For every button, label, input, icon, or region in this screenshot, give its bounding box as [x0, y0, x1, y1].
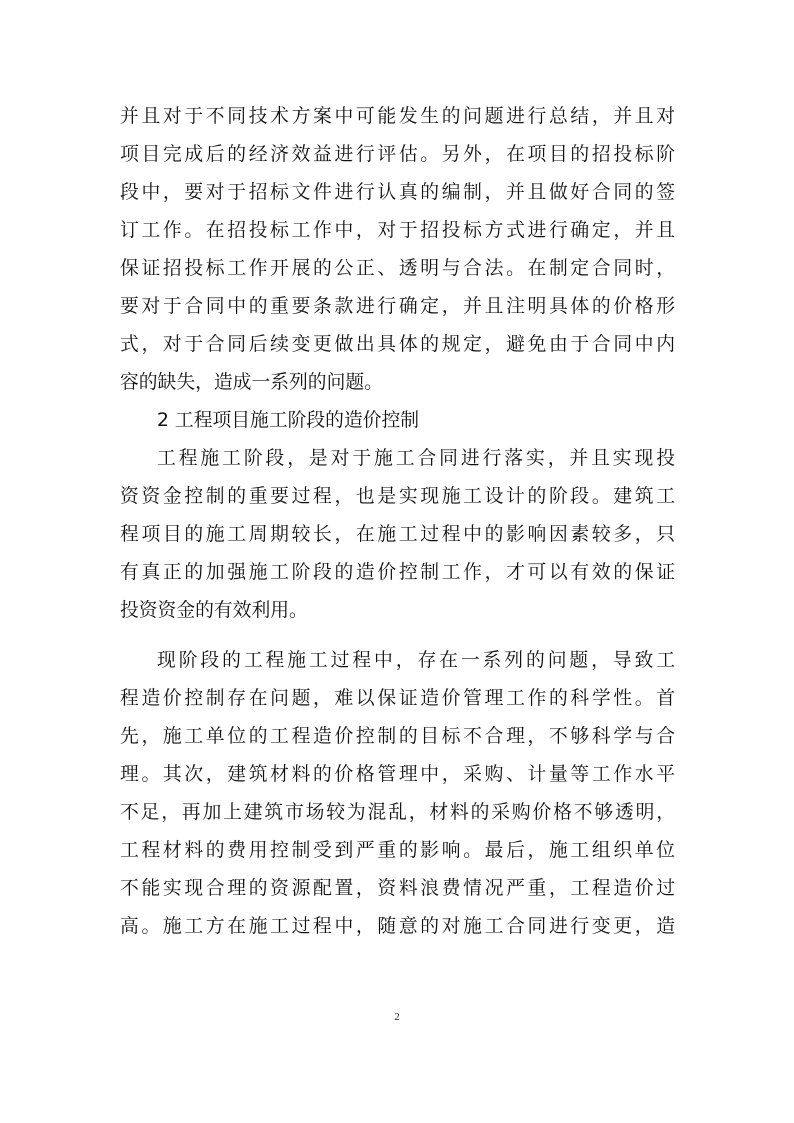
paragraph-line: 程项目的施工周期较长，在施工过程中的影响因素较多，只 — [120, 524, 675, 545]
section-heading: 2 工程项目施工阶段的造价控制 — [157, 410, 420, 431]
paragraph-line: 资资金控制的重要过程，也是实现施工设计的阶段。建筑工 — [120, 486, 675, 507]
paragraph-line: 要对于合同中的重要条款进行确定，并且注明具体的价格形 — [120, 296, 675, 317]
paragraph-3 — [120, 642, 675, 946]
page-number: 2 — [394, 1011, 400, 1023]
paragraph-line: 式，对于合同后续变更做出具体的规定，避免由于合同中内 — [120, 334, 675, 355]
paragraph-line: 先，施工单位的工程造价控制的目标不合理，不够科学与合 — [120, 726, 675, 747]
paragraph-line: 理。其次，建筑材料的价格管理中，采购、计量等工作水平 — [120, 764, 675, 785]
paragraph-line: 工程材料的费用控制受到严重的影响。最后，施工组织单位 — [120, 840, 675, 861]
paragraph-line: 段中，要对于招标文件进行认真的编制，并且做好合同的签 — [120, 182, 675, 203]
paragraph-line: 高。施工方在施工过程中，随意的对施工合同进行变更，造 — [120, 916, 675, 937]
paragraph-line: 有真正的加强施工阶段的造价控制工作，才可以有效的保证 — [120, 562, 675, 583]
paragraph-line: 订工作。在招投标工作中，对于招投标方式进行确定，并且 — [120, 220, 675, 241]
paragraph-line: 不足，再加上建筑市场较为混乱，材料的采购价格不够透明， — [120, 802, 675, 823]
paragraph-line: 现阶段的工程施工过程中，存在一系列的问题，导致工 — [157, 650, 675, 671]
paragraph-line: 不能实现合理的资源配置，资料浪费情况严重，工程造价过 — [120, 878, 675, 899]
paragraph-2 — [120, 440, 675, 630]
paragraph-line: 并且对于不同技术方案中可能发生的问题进行总结，并且对 — [120, 106, 675, 127]
paragraph-line: 工程施工阶段，是对于施工合同进行落实，并且实现投 — [157, 448, 675, 469]
paragraph-1 — [120, 98, 675, 402]
paragraph-line: 容的缺失，造成一系列的问题。 — [120, 372, 383, 393]
paragraph-gap — [120, 630, 675, 642]
page-content — [120, 98, 675, 946]
paragraph-line: 项目完成后的经济效益进行评估。另外，在项目的招投标阶 — [120, 144, 675, 165]
paragraph-line: 保证招投标工作开展的公正、透明与合法。在制定合同时， — [120, 258, 675, 279]
paragraph-line: 投资资金的有效利用。 — [120, 600, 308, 621]
paragraph-line: 程造价控制存在问题，难以保证造价管理工作的科学性。首 — [120, 688, 675, 709]
